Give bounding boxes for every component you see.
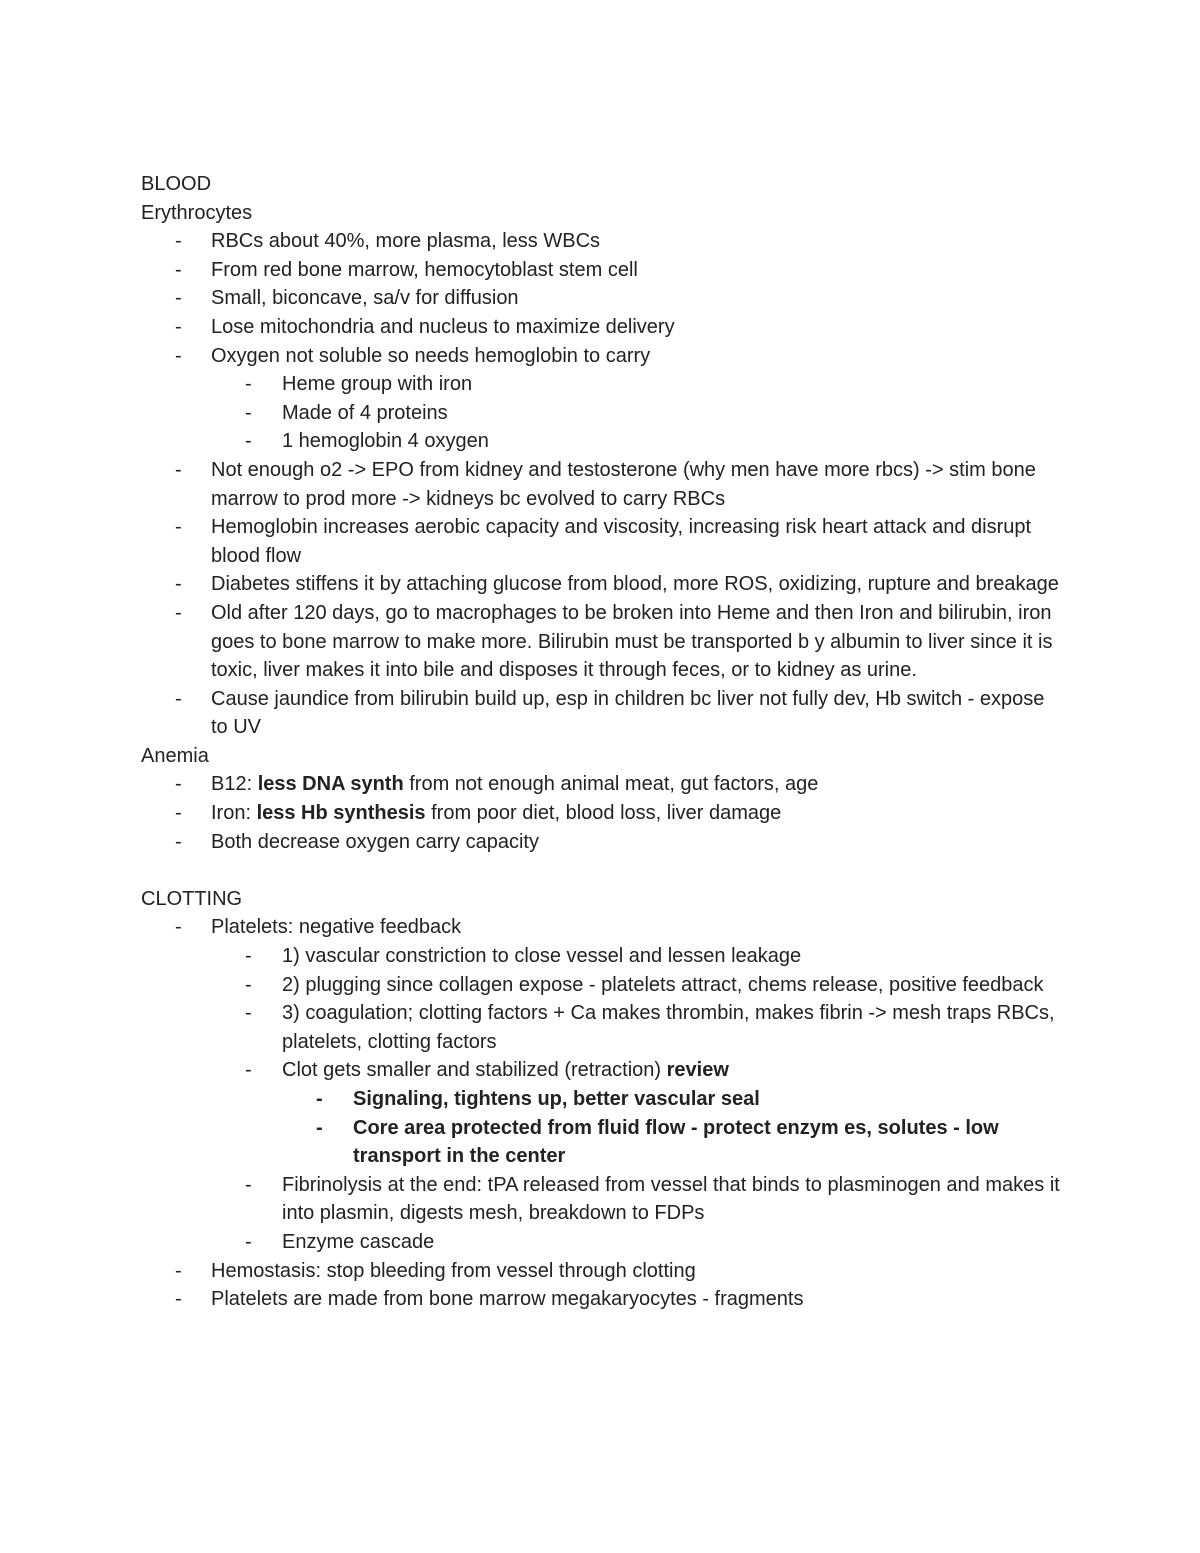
bullet-dash: -: [245, 1059, 252, 1082]
list-item: - Platelets are made from bone marrow megakaryocytes - fragments: [141, 1285, 1061, 1314]
bullet-dash: -: [175, 258, 182, 281]
sub-list-item: - 1) vascular constriction to close vessel and lessen leakage: [141, 942, 1061, 971]
bullet-dash: -: [245, 401, 252, 424]
sub-sub-list-item: - Core area protected from fluid flow - protect enzym es, solutes - low transport in the center: [141, 1114, 1061, 1171]
bullet-dash: -: [316, 1116, 323, 1139]
list-item: - Hemostasis: stop bleeding from vessel through clotting: [141, 1257, 1061, 1286]
list-item: - Not enough o2 -> EPO from kidney and testosterone (why men have more rbcs) -> stim bone marrow to prod more -> kidneys bc evolved to carry RBCs: [141, 456, 1061, 513]
sub-list-item: - Clot gets smaller and stabilized (retraction) review: [141, 1056, 1061, 1085]
section-title-clotting: CLOTTING: [141, 887, 243, 910]
bullet-dash: -: [175, 573, 182, 596]
list-item: - Both decrease oxygen carry capacity: [141, 828, 1061, 857]
bullet-dash: -: [175, 916, 182, 939]
sub-list-item: - Enzyme cascade: [141, 1228, 1061, 1257]
list-item: - Oxygen not soluble so needs hemoglobin to carry: [141, 342, 1061, 371]
bullet-dash: -: [245, 1173, 252, 1196]
sub-sub-list-item: - Signaling, tightens up, better vascular seal: [141, 1085, 1061, 1114]
bullet-dash: -: [175, 802, 182, 825]
list-item: - Small, biconcave, sa/v for diffusion: [141, 284, 1061, 313]
bullet-dash: -: [245, 373, 252, 396]
list-item-iron: - Iron: less Hb synthesis from poor diet, blood loss, liver damage: [141, 799, 1061, 828]
sub-list-item: - Made of 4 proteins: [141, 399, 1061, 428]
sub-list-item: - Heme group with iron: [141, 370, 1061, 399]
bullet-dash: -: [175, 287, 182, 310]
sub-list-item: - 2) plugging since collagen expose - platelets attract, chems release, positive feedback: [141, 971, 1061, 1000]
list-item: - Diabetes stiffens it by attaching glucose from blood, more ROS, oxidizing, rupture and breakage: [141, 570, 1061, 599]
bullet-dash: -: [245, 945, 252, 968]
bullet-dash: -: [175, 830, 182, 853]
bullet-dash: -: [175, 315, 182, 338]
heading-anemia: Anemia: [141, 744, 209, 767]
list-item: - Lose mitochondria and nucleus to maximize delivery: [141, 313, 1061, 342]
bullet-dash: -: [175, 230, 182, 253]
list-item: - RBCs about 40%, more plasma, less WBCs: [141, 227, 1061, 256]
list-item-b12: - B12: less DNA synth from not enough animal meat, gut factors, age: [141, 770, 1061, 799]
list-item: - Cause jaundice from bilirubin build up, esp in children bc liver not fully dev, Hb switch - expose to UV: [141, 685, 1061, 742]
bullet-dash: -: [175, 773, 182, 796]
list-item: - Old after 120 days, go to macrophages to be broken into Heme and then Iron and bilirubin, iron goes to bone marrow to make more. Bilirubin must be transported b y albumin to liver since it is toxic, liver makes it into bile and disposes it through feces, or to kidney as urine.: [141, 599, 1061, 685]
list-item: - From red bone marrow, hemocytoblast stem cell: [141, 256, 1061, 285]
sub-list-item: - 1 hemoglobin 4 oxygen: [141, 427, 1061, 456]
bullet-dash: -: [245, 1230, 252, 1253]
bullet-dash: -: [175, 458, 182, 481]
bullet-dash: -: [175, 1259, 182, 1282]
bullet-dash: -: [175, 601, 182, 624]
section-title-blood: BLOOD: [141, 173, 212, 195]
bullet-dash: -: [175, 516, 182, 539]
list-item: - Platelets: negative feedback: [141, 913, 1061, 942]
list-item: - Hemoglobin increases aerobic capacity and viscosity, increasing risk heart attack and disrupt blood flow: [141, 513, 1061, 570]
bullet-dash: -: [175, 344, 182, 367]
heading-erythrocytes: Erythrocytes: [141, 201, 253, 224]
sub-list-item: - Fibrinolysis at the end: tPA released from vessel that binds to plasminogen and makes it into plasmin, digests mesh, breakdown to FDPs: [141, 1171, 1061, 1228]
spacer: [141, 856, 1061, 885]
bullet-dash: -: [245, 973, 252, 996]
document-page: [141, 170, 1061, 1314]
bullet-dash: -: [175, 687, 182, 710]
sub-list-item: - 3) coagulation; clotting factors + Ca makes thrombin, makes fibrin -> mesh traps RBCs, platelets, clotting factors: [141, 999, 1061, 1056]
bullet-dash: -: [245, 1002, 252, 1025]
bullet-dash: -: [245, 430, 252, 453]
bullet-dash: -: [175, 1288, 182, 1311]
bullet-dash: -: [316, 1088, 323, 1110]
